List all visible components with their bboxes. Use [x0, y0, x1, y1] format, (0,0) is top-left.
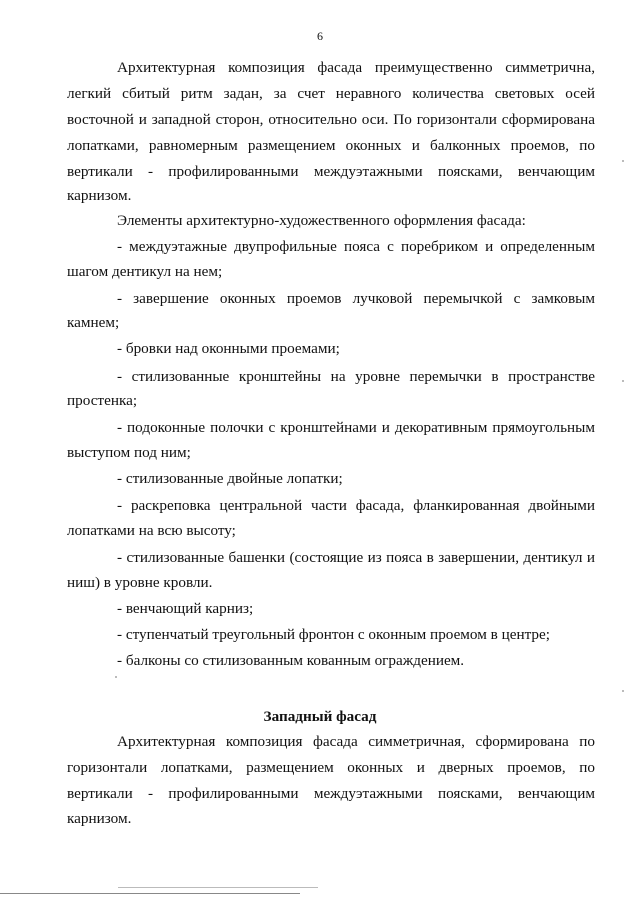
bottom-rule-faint [118, 887, 318, 888]
text-line: лопатками на всю высоту; [67, 522, 236, 539]
scan-mark [622, 690, 624, 692]
text-line: восточной и западной сторон, относительно оси. По горизонтали сформирована [67, 111, 595, 128]
list-item: - раскреповка центральной части фасада, фланкированная двойными [117, 497, 595, 514]
text-line: простенка; [67, 392, 138, 409]
scan-mark [622, 160, 624, 162]
text-line: Архитектурная композиция фасада симметричная, сформирована по [117, 733, 595, 750]
list-item: - стилизованные двойные лопатки; [117, 470, 343, 487]
text-line: Элементы архитектурно-художественного оформления фасада: [117, 212, 526, 229]
list-item: - ступенчатый треугольный фронтон с оконным проемом в центре; [117, 626, 550, 643]
list-item: - подоконные полочки с кронштейнами и декоративным прямоугольным [117, 419, 595, 436]
text-line: камнем; [67, 314, 120, 331]
list-item: - междуэтажные двупрофильные пояса с поребриком и определенным [117, 238, 595, 255]
page-number: 6 [317, 29, 323, 43]
text-line: лопатками, равномерным размещением оконных и балконных проемов, по [67, 137, 595, 154]
text-line: карнизом. [67, 187, 132, 204]
list-item: - балконы со стилизованным кованным ограждением. [117, 652, 465, 669]
text-line: Архитектурная композиция фасада преимущественно симметрична, [117, 59, 595, 76]
list-item: - бровки над оконными проемами; [117, 340, 340, 357]
text-line: шагом дентикул на нем; [67, 263, 223, 280]
text-line: вертикали - профилированными междуэтажными поясками, венчающим [67, 785, 595, 802]
text-line: легкий сбитый ритм задан, за счет неравного количества световых осей [67, 85, 595, 102]
list-item: - стилизованные кронштейны на уровне перемычки в пространстве [117, 368, 595, 385]
list-item: - венчающий карниз; [117, 600, 254, 617]
scan-mark [622, 380, 624, 382]
section-heading: Западный фасад [263, 708, 377, 725]
text-line: карнизом. [67, 810, 132, 827]
list-item: - стилизованные башенки (состоящие из пояса в завершении, дентикул и [117, 549, 595, 566]
bottom-rule [0, 893, 300, 894]
text-line: горизонтали лопатками, размещением оконных и дверных проемов, по [67, 759, 595, 776]
scan-mark [115, 676, 117, 678]
text-line: вертикали - профилированными междуэтажными поясками, венчающим [67, 163, 595, 180]
text-line: выступом под ним; [67, 444, 191, 461]
text-line: ниш) в уровне кровли. [67, 574, 213, 591]
list-item: - завершение оконных проемов лучковой перемычкой с замковым [117, 290, 595, 307]
